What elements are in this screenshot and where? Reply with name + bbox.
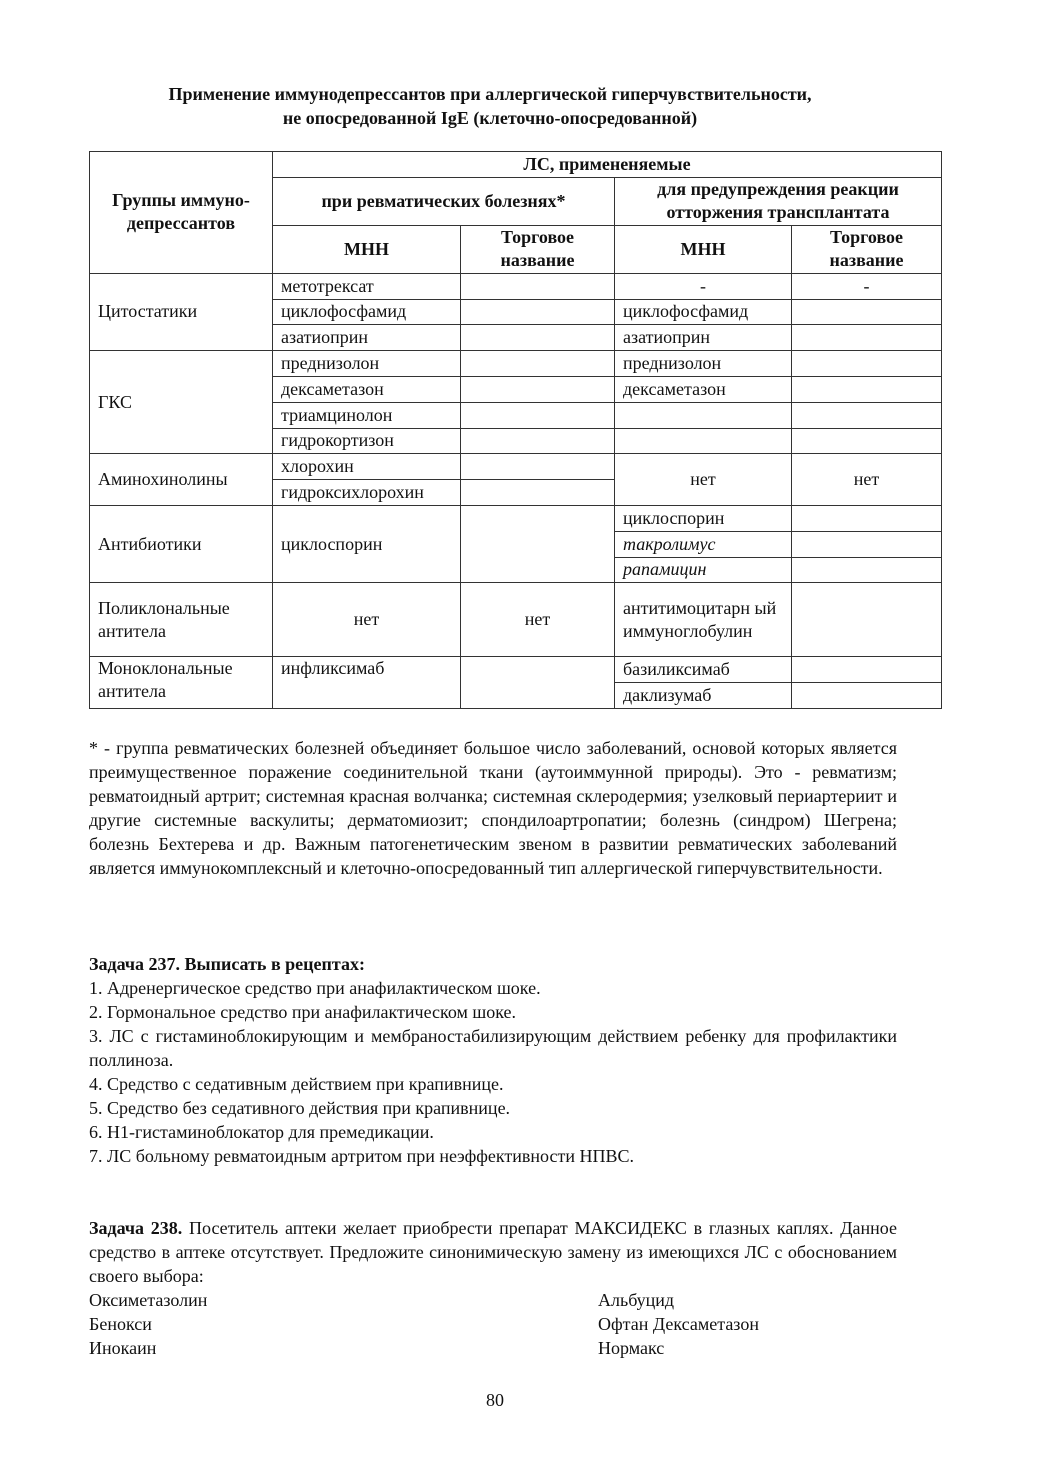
list-item: Нормакс [598, 1338, 665, 1358]
cell-trade [792, 683, 942, 709]
title-line-1: Применение иммунодепрессантов при аллергической гиперчувствительности, [168, 84, 812, 104]
list-item: 5. Средство без седативного действия при крапивнице. [89, 1098, 511, 1118]
table-row [90, 505, 942, 531]
cell-mnn: - [615, 273, 792, 299]
cell-trade: нет [461, 583, 615, 657]
group-monoclonal: Моноклональные антитела [90, 657, 273, 709]
cell-mnn: азатиоприн [273, 325, 461, 351]
cell-trade [792, 325, 942, 351]
cell-mnn: преднизолон [615, 351, 792, 377]
list-item: 6. Н1-гистаминоблокатор для премедикации. [89, 1122, 434, 1142]
header-mnn: МНН [615, 225, 792, 273]
cell-trade [461, 376, 615, 402]
cell-trade [461, 402, 615, 428]
cell-trade [792, 299, 942, 325]
cell-trade [461, 428, 615, 454]
cell-trade [792, 505, 942, 531]
table-row [90, 657, 942, 683]
header-rheumatic: при ревматических болезнях* [273, 177, 615, 225]
cell-mnn: дексаметазон [273, 376, 461, 402]
header-trade: Торговое название [461, 225, 615, 273]
cell-mnn: инфликсимаб [273, 657, 461, 709]
group-gks: ГКС [90, 351, 273, 454]
immunosuppressants-table [89, 151, 942, 709]
cell-trade [792, 428, 942, 454]
cell-mnn: триамцинолон [273, 402, 461, 428]
footnote: * - группа ревматических болезней объединяет большое число заболеваний, основой которых является преимущественное поражение соединительной ткани (аутоиммунной природы). Это - ревматизм; ревматоидный артрит; системная красная волчанка; системная склеродермия; узелковый периартериит и другие системные васкулиты; дерматомиозит; спондилоартропатии; болезнь (синдром) Шегрена; болезнь Бехтерева и др. Важным патогенетическим звеном в развитии ревматических заболеваний является иммунокомплексный и клеточно-опосредованный тип аллергической гиперчувствительности. [89, 738, 897, 878]
list-item: 4. Средство с седативным действием при крапивнице. [89, 1074, 504, 1094]
cell-trade: нет [792, 454, 942, 506]
cell-trade [461, 299, 615, 325]
task-238-title: Задача 238. [89, 1218, 183, 1238]
page-title [90, 82, 890, 130]
cell-trade [792, 583, 942, 657]
cell-trade [792, 557, 942, 583]
list-item: 1. Адренергическое средство при анафилактическом шоке. [89, 978, 541, 998]
list-item: 2. Гормональное средство при анафилактическом шоке. [89, 1002, 517, 1022]
cell-mnn: нет [273, 583, 461, 657]
cell-trade [792, 376, 942, 402]
cell-trade: - [792, 273, 942, 299]
list-item: 7. ЛС больному ревматоидным артритом при неэффективности НПВС. [89, 1146, 634, 1166]
table-row [90, 454, 942, 480]
cell-trade [461, 351, 615, 377]
header-transplant: для предупреждения реакции отторжения трансплантата [615, 177, 942, 225]
header-mnn: МНН [273, 225, 461, 273]
table-header-row [90, 152, 942, 178]
list-item: 3. ЛС с гистаминоблокирующим и мембраностабилизирующим действием ребенку для профилактики поллиноза. [89, 1026, 897, 1070]
cell-mnn: преднизолон [273, 351, 461, 377]
list-item: Альбуцид [598, 1290, 675, 1310]
task-238 [89, 1216, 897, 1288]
cell-mnn: антитимоцитарн ый иммуноглобулин [615, 583, 792, 657]
title-line-2: не опосредованной IgE (клеточно-опосредованной) [282, 108, 698, 128]
group-cytostatics: Цитостатики [90, 273, 273, 350]
cell-mnn: такролимус [615, 531, 792, 557]
list-item: Бенокси [89, 1314, 152, 1334]
cell-mnn: метотрексат [273, 273, 461, 299]
cell-mnn: циклофосфамид [615, 299, 792, 325]
group-polyclonal: Поликлональные антитела [90, 583, 273, 657]
cell-mnn: рапамицин [615, 557, 792, 583]
cell-trade [792, 402, 942, 428]
cell-mnn: базиликсимаб [615, 657, 792, 683]
task-238-text: Посетитель аптеки желает приобрести препарат МАКСИДЕКС в глазных каплях. Данное средство в аптеке отсутствует. Предложите синонимическую замену из имеющихся ЛС с обоснованием своего выбора: [89, 1218, 897, 1286]
cell-trade [461, 273, 615, 299]
cell-mnn: нет [615, 454, 792, 506]
header-ls: ЛС, примененяемые [273, 152, 942, 178]
cell-trade [461, 505, 615, 582]
group-aminoquinolines: Аминохинолины [90, 454, 273, 506]
list-item: Инокаин [89, 1338, 157, 1358]
cell-mnn [615, 428, 792, 454]
header-trade: Торговое название [792, 225, 942, 273]
table-row [90, 273, 942, 299]
cell-trade [461, 480, 615, 506]
cell-mnn: циклоспорин [273, 505, 461, 582]
cell-mnn: гидрокортизон [273, 428, 461, 454]
table-row [90, 583, 942, 657]
cell-trade [461, 657, 615, 709]
cell-mnn: хлорохин [273, 454, 461, 480]
table-row [90, 351, 942, 377]
header-groups: Группы иммуно- депрессантов [90, 152, 273, 274]
cell-mnn [615, 402, 792, 428]
cell-trade [461, 454, 615, 480]
cell-trade [792, 351, 942, 377]
task-237-title: Задача 237. Выписать в рецептах: [89, 954, 365, 974]
cell-trade [792, 531, 942, 557]
task-237 [89, 952, 897, 1168]
cell-mnn: даклизумаб [615, 683, 792, 709]
group-antibiotics: Антибиотики [90, 505, 273, 582]
page-number: 80 [486, 1390, 504, 1410]
cell-mnn: циклоспорин [615, 505, 792, 531]
cell-mnn: гидроксихлорохин [273, 480, 461, 506]
cell-trade [792, 657, 942, 683]
cell-trade [461, 325, 615, 351]
cell-mnn: азатиоприн [615, 325, 792, 351]
list-item: Оксиметазолин [89, 1290, 208, 1310]
list-item: Офтан Дексаметазон [598, 1314, 759, 1334]
cell-mnn: циклофосфамид [273, 299, 461, 325]
cell-mnn: дексаметазон [615, 376, 792, 402]
drug-options [89, 1288, 897, 1360]
